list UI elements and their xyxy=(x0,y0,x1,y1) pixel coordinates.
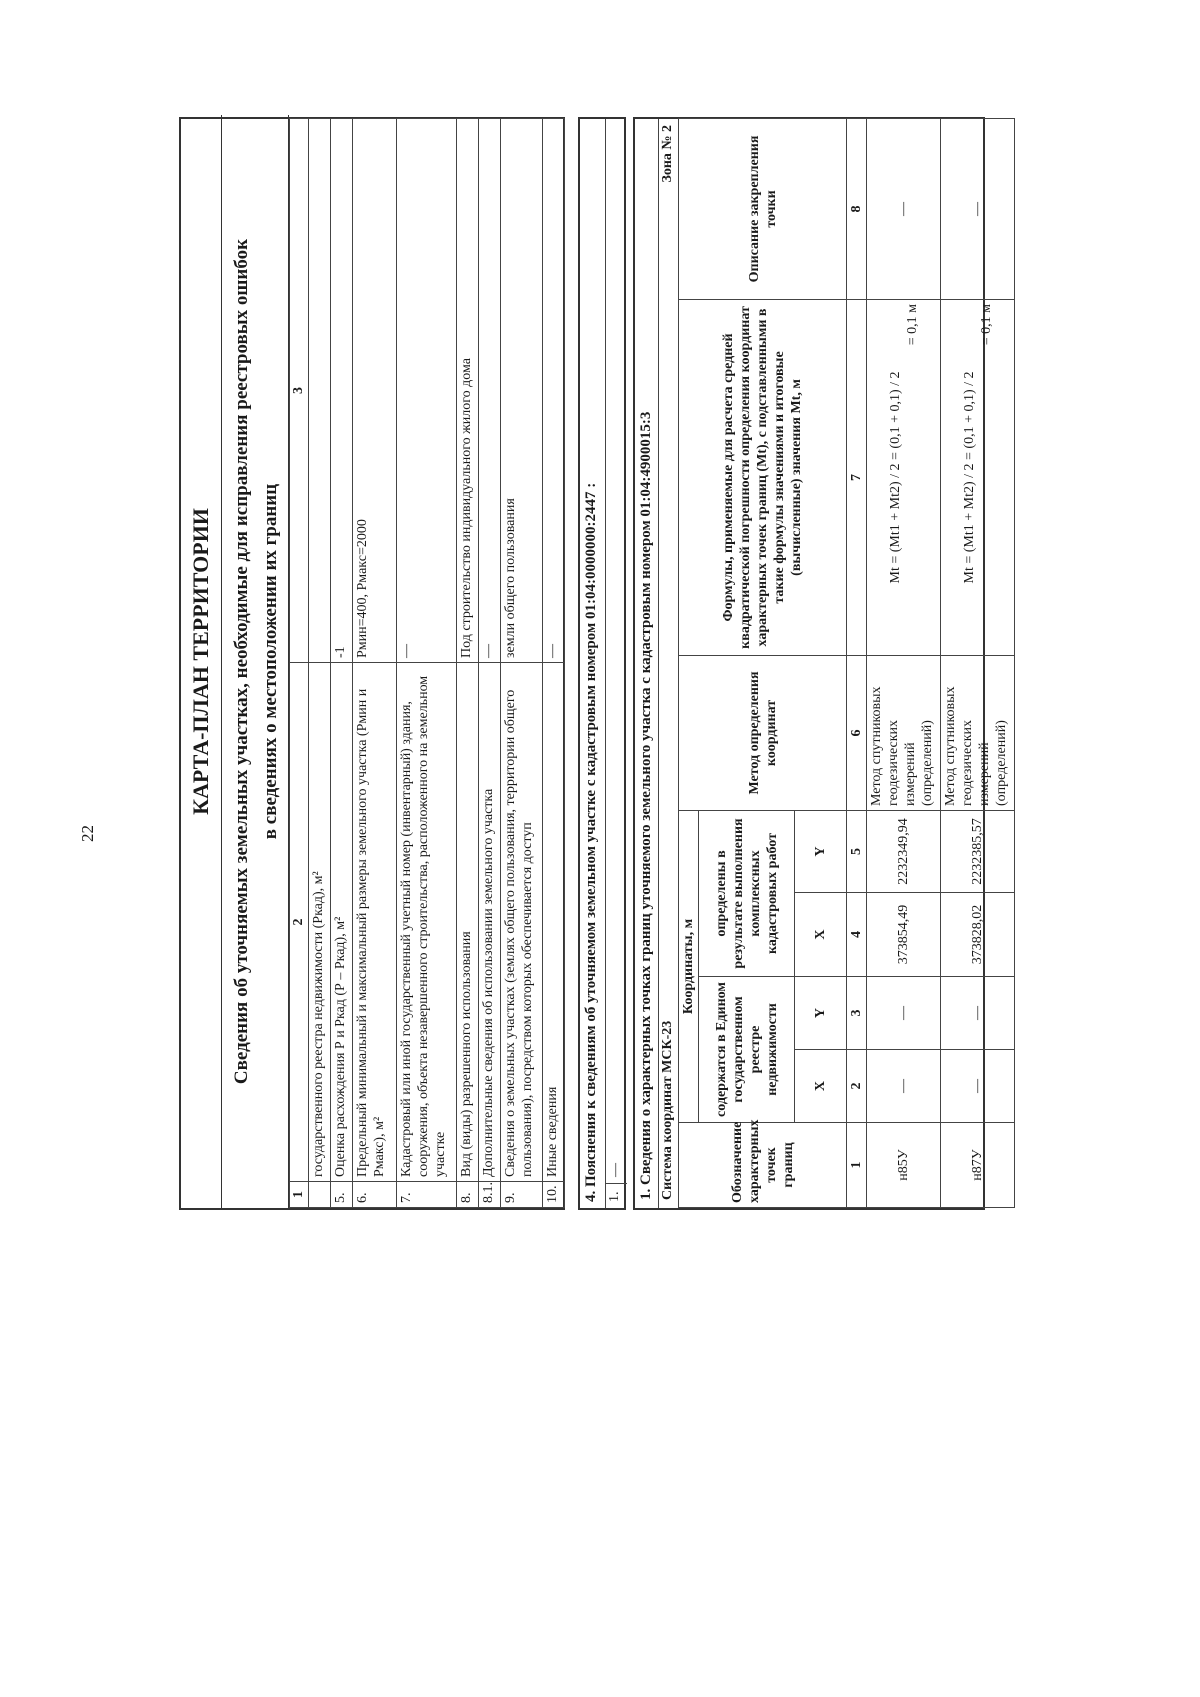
section4-heading: 4. Пояснения к сведениям об уточняемом земельном участке с кадастровым номером 01:04:0000000:2447 : xyxy=(583,482,599,1202)
y-value: 2232349,94 xyxy=(867,810,941,892)
table-row xyxy=(867,118,941,1207)
row-num xyxy=(309,1182,331,1208)
header-point: Обозначение характерных точек границ xyxy=(679,1123,847,1208)
formula-line-2: = 0,1 м xyxy=(904,303,920,346)
row-value: — xyxy=(397,119,457,663)
section4-row-num: 1. xyxy=(607,1191,622,1202)
col-num-3: 3 xyxy=(847,977,867,1050)
row-num: 10. xyxy=(543,1182,565,1208)
header-x-egrn: X xyxy=(795,1050,847,1123)
subtitle-line-1: Сведения об уточняемых земельных участках, необходимые для исправления реестровых ошибок xyxy=(231,238,252,1085)
point-name: н85У xyxy=(867,1123,941,1208)
point-name: н87У xyxy=(941,1123,1015,1208)
y-egrn: — xyxy=(867,977,941,1050)
col-num-1: 1 xyxy=(847,1123,867,1208)
col-header-2: 2 xyxy=(290,663,309,1182)
row-name: Сведения о земельных участках (землях общего пользования, территории общего пользования), посредством которых обеспечивается доступ xyxy=(501,663,543,1182)
col-num-5: 5 xyxy=(847,810,867,892)
formula-line-2: = 0,1 м xyxy=(978,303,994,346)
explanations-frame xyxy=(578,117,626,1210)
y-egrn: — xyxy=(941,977,1015,1050)
x-value: 373854,49 xyxy=(867,893,941,977)
row-num: 5. xyxy=(331,1182,353,1208)
col-num-8: 8 xyxy=(847,118,867,299)
col-num-7: 7 xyxy=(847,299,867,655)
col-num-6: 6 xyxy=(847,655,867,810)
row-value: Рмин=400, Рмакс=2000 xyxy=(353,119,397,663)
formula-line-1: Mt = (Mt1 + Mt2) / 2 = (0,1 + 0,1) / 2 xyxy=(887,371,903,584)
table-row xyxy=(309,119,331,1208)
formula xyxy=(941,299,1015,655)
info-frame xyxy=(179,117,565,1210)
row-name: Иные сведения xyxy=(543,663,565,1182)
coord-system-bar xyxy=(658,119,679,1208)
subtitle-line-2: в сведениях о местоположении их границ xyxy=(260,483,281,840)
row-value: -1 xyxy=(331,119,353,663)
header-desc: Описание закрепления точки xyxy=(679,118,847,299)
header-egrn: содержатся в Едином государственном реестре недвижимости xyxy=(699,977,795,1123)
header-y: Y xyxy=(795,810,847,892)
row-num: 9. xyxy=(501,1182,543,1208)
header-method: Метод определения координат xyxy=(679,655,847,810)
row-value: — xyxy=(479,119,501,663)
col-header-1: 1 xyxy=(290,1182,309,1208)
header-x: X xyxy=(795,893,847,977)
coord-system: Система координат МСК-23 xyxy=(660,1020,675,1200)
table-row xyxy=(353,119,397,1208)
section4-row-text: — xyxy=(606,1163,627,1184)
col-header-3: 3 xyxy=(290,119,309,663)
row-value: — xyxy=(543,119,565,663)
row-num: 7. xyxy=(397,1182,457,1208)
row-name: Оценка расхождения Р и Ркад (Р – Ркад), м² xyxy=(331,663,353,1182)
row-value: земли общего пользования xyxy=(501,119,543,663)
row-value: Под строительство индивидуального жилого дома xyxy=(457,119,479,663)
header-formula: Формулы, применяемые для расчета средней квадратической погрешности определения координат характерных точек границ (Mt), с подставленными в такие формулы значениями и итоговые (вычисленные) значения Mt, м xyxy=(679,299,847,655)
row-name: Вид (виды) разрешенного использования xyxy=(457,663,479,1182)
row-num: 8. xyxy=(457,1182,479,1208)
table-row xyxy=(397,119,457,1208)
page-number: 22 xyxy=(78,825,97,842)
parcel-info-table xyxy=(289,118,565,1208)
table-row xyxy=(479,119,501,1208)
row-num: 6. xyxy=(353,1182,397,1208)
document-subtitle xyxy=(221,115,289,1208)
rotated-document xyxy=(179,117,1009,1210)
row-num: 8.1. xyxy=(479,1182,501,1208)
section1-heading: 1. Сведения о характерных точках границ уточняемого земельного участка с кадастровым номером 01:04:4900015:3 xyxy=(638,411,654,1200)
table-row xyxy=(941,118,1015,1207)
zone-label: Зона № 2 xyxy=(660,125,675,183)
x-egrn: — xyxy=(867,1050,941,1123)
row-name: Предельный минимальный и максимальный размеры земельного участка (Рмин и Рмакс), м² xyxy=(353,663,397,1182)
section4-row xyxy=(605,119,627,1208)
x-egrn: — xyxy=(941,1050,1015,1123)
row-value xyxy=(309,119,331,663)
row-name: Дополнительные сведения об использовании земельного участка xyxy=(479,663,501,1182)
table-row xyxy=(543,119,565,1208)
formula-line-1: Mt = (Mt1 + Mt2) / 2 = (0,1 + 0,1) / 2 xyxy=(961,371,977,584)
y-value: 2232385,57 xyxy=(941,810,1015,892)
table-row xyxy=(331,119,353,1208)
boundary-points-table xyxy=(678,118,1015,1208)
table-row xyxy=(501,119,543,1208)
point-desc: — xyxy=(941,118,1015,299)
document-title: КАРТА-ПЛАН ТЕРРИТОРИИ xyxy=(181,115,222,1208)
x-value: 373828,02 xyxy=(941,893,1015,977)
col-num-2: 2 xyxy=(847,1050,867,1123)
points-frame xyxy=(633,117,1009,1210)
method: Метод спутниковых геодезических измерений (определений) xyxy=(941,655,1015,810)
table-row xyxy=(457,119,479,1208)
method: Метод спутниковых геодезических измерений (определений) xyxy=(867,655,941,810)
row-name: Кадастровый или иной государственный учетный номер (инвентарный) здания, сооружения, объекта незавершенного строительства, расположенного на земельном участке xyxy=(397,663,457,1182)
header-determined: определены в результате выполнения комплексных кадастровых работ xyxy=(699,810,795,976)
row-name: государственного реестра недвижимости (Ркад), м² xyxy=(309,663,331,1182)
col-num-4: 4 xyxy=(847,893,867,977)
header-coords: Координаты, м xyxy=(679,810,699,1122)
formula xyxy=(867,299,941,655)
header-y-egrn: Y xyxy=(795,977,847,1050)
point-desc: — xyxy=(867,118,941,299)
